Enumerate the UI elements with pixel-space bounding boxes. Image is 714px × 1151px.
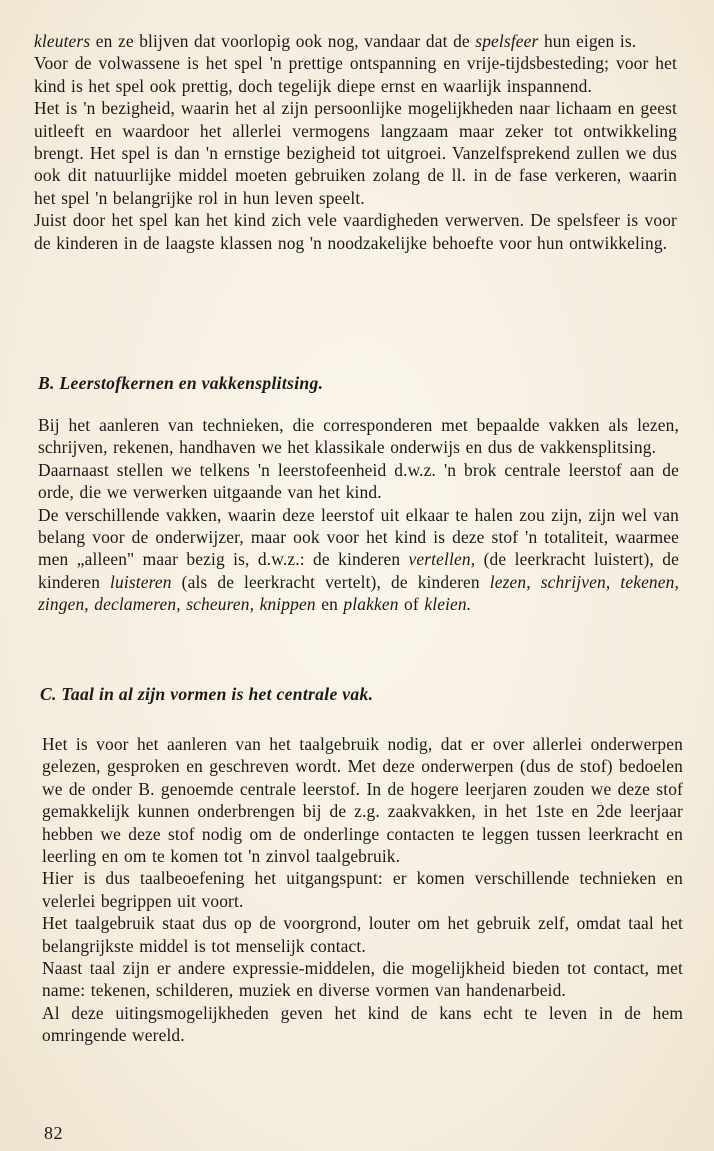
paragraph-leerstofeenheid: Daarnaast stellen we telkens 'n leerstofeenheid d.w.z. 'n brok centrale leerstof aan de orde, die we verwerken uitgaande van het kind. xyxy=(38,459,679,503)
emphasis-luisteren: luisteren xyxy=(110,571,172,592)
emphasis-kleien: kleien. xyxy=(424,594,472,615)
paragraph-voorgrond: Het taalgebruik staat dus op de voorgrond, louter om het gebruik zelf, omdat taal het belangrijkste middel is tot menselijk contact. xyxy=(42,913,683,956)
paragraph-bezigheid: Het is 'n bezigheid, waarin het al zijn persoonlijke mogelijkheden naar lichaam en geest uitleeft en waardoor het allerlei vermogens langzaam maar zeker tot ontwikkeling brengt. Het spel is dan 'n ernstige bezigheid tot uitgroei. Vanzelfsprekend zullen we dus ook dit natuurlijke middel moeten gebruiken zolang de ll. in de fase verkeren, waarin het spel 'n belangrijke rol in hun leven speelt. xyxy=(34,98,677,208)
paragraph-taalgebruik: Het is voor het aanleren van het taalgebruik nodig, dat er over allerlei onderwerpen gelezen, gesproken en geschreven wordt. Met deze onderwerpen (dus de stof) bedoelen we de onder B. genoemde centrale leerstof. In de hogere leerjaren zouden we deze stof gemakkelijk kunnen onderbrengen bij de z.g. zaakvakken, in het 1ste en 2de leerjaar hebben we deze stof nodig om de onderlinge contacten te leggen tussen leerkracht en leerling en om te komen tot 'n zinvol taalgebruik. xyxy=(42,734,683,867)
section-b-body xyxy=(38,414,679,616)
paragraph-volwassene: Voor de volwassene is het spel 'n prettige ontspanning en vrije-tijdsbesteding; voor het kind is het spel ook prettig, doch tegelijk diepe ernst en waarlijk inspannend. xyxy=(34,53,677,96)
paragraph-expressie-middelen: Naast taal zijn er andere expressie-middelen, die mogelijkheid bieden tot contact, met name: tekenen, schilderen, muziek en diverse vormen van handenarbeid. xyxy=(42,958,683,1001)
paragraph-vakken: De verschillende vakken, waarin deze leerstof uit elkaar te halen zou zijn, zijn wel van belang voor de onderwijzer, maar ook voor het kind is deze stof 'n totaliteit, waarmee men „alleen" maar bezig is, d.w.z.: de kinderen vertellen, (de leerkracht luistert), de kinderen luisteren (als de leerkracht vertelt), de kinderen lezen, schrijven, tekenen, zingen, declameren, scheuren, knippen en plakken of kleien. xyxy=(38,504,679,615)
section-heading-b: B. Leerstofkernen en vakkensplitsing. xyxy=(38,373,324,393)
page-number: 82 xyxy=(44,1123,63,1143)
section-c-body xyxy=(42,733,683,1047)
emphasis-vertellen: vertellen, xyxy=(408,549,476,570)
paragraph-uitingsmogelijkheden: Al deze uitingsmogelijkheden geven het kind de kans echt te leven in de hem omringende wereld. xyxy=(42,1002,683,1046)
emphasis-spelsfeer: spelsfeer xyxy=(475,31,539,51)
emphasis-plakken: plakken xyxy=(343,594,399,615)
paragraph-technieken: Bij het aanleren van technieken, die corresponderen met bepaalde vakken als lezen, schrijven, rekenen, handhaven we het klassikale onderwijs en dus de vakkensplitsing. xyxy=(38,415,679,458)
emphasis-activities: lezen, schrijven, tekenen, zingen, declameren, scheuren, knippen xyxy=(38,571,679,615)
paragraph-taalbeoefening: Hier is dus taalbeoefening het uitgangspunt: er komen verschillende technieken en velerlei begrippen uit voort. xyxy=(42,868,683,911)
paragraph-vaardigheden: Juist door het spel kan het kind zich vele vaardigheden verwerven. De spelsfeer is voor de kinderen in de laagste klassen nog 'n noodzakelijke behoefte voor hun ontwikkeling. xyxy=(34,210,677,253)
section-heading-c: C. Taal in al zijn vormen is het centrale vak. xyxy=(40,684,374,704)
emphasis-kleuters: kleuters xyxy=(34,31,91,51)
paragraph-spelsfeer: kleuters en ze blijven dat voorlopig ook nog, vandaar dat de spelsfeer hun eigen is. xyxy=(34,31,637,51)
intro-section xyxy=(34,30,677,254)
